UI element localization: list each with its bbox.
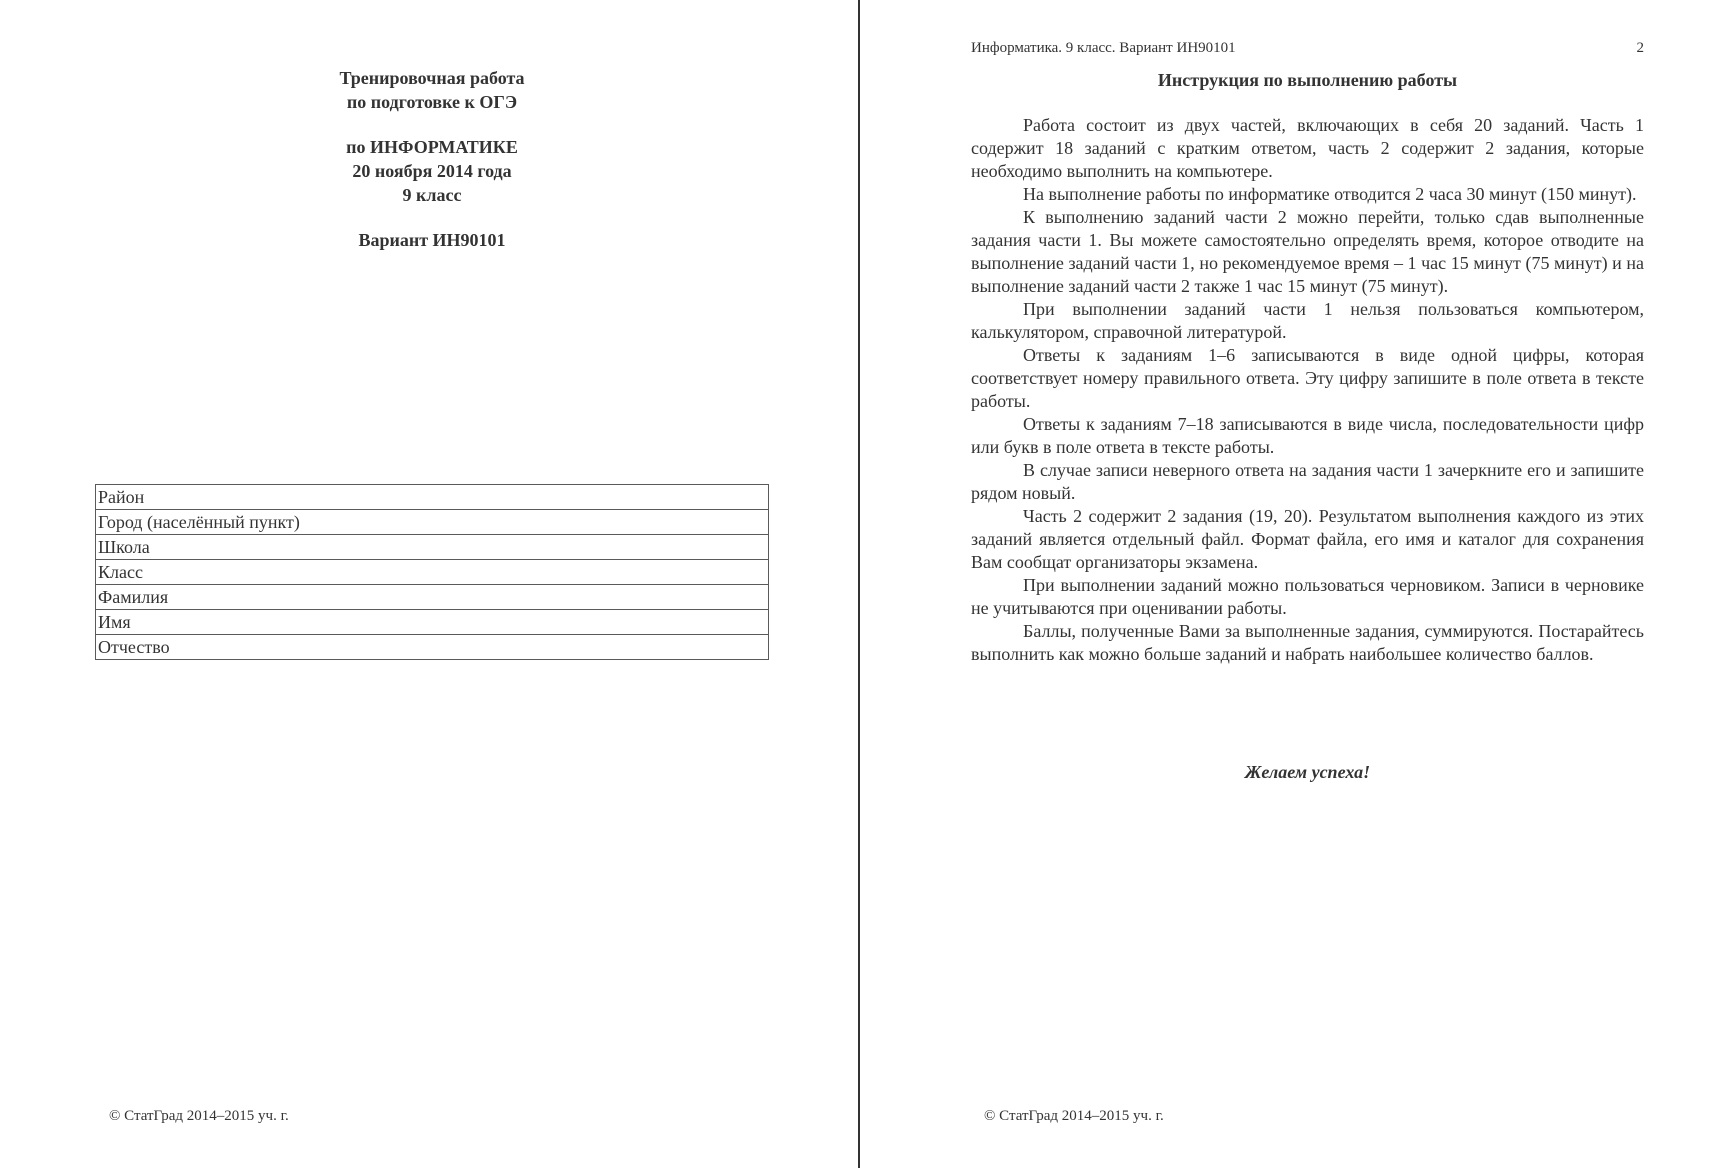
table-row <box>96 560 769 585</box>
variant-title: Вариант ИН90101 <box>358 230 506 250</box>
field-patronymic[interactable]: Отчество <box>96 635 769 660</box>
page-header <box>971 40 1644 57</box>
title-line: 20 ноября 2014 года <box>352 161 512 181</box>
page-number: 2 <box>1636 40 1644 56</box>
header-title: Информатика. 9 класс. Вариант ИН90101 <box>971 40 1236 56</box>
table-row <box>96 510 769 535</box>
table-row <box>96 610 769 635</box>
student-info-table <box>95 484 769 660</box>
title-line: Тренировочная работа <box>339 68 525 88</box>
right-footer: © СтатГрад 2014–2015 уч. г. <box>984 1108 1164 1124</box>
paragraph: На выполнение работы по информатике отводится 2 часа 30 минут (150 минут). <box>1023 184 1637 204</box>
field-name[interactable]: Имя <box>96 610 769 635</box>
field-school[interactable]: Школа <box>96 535 769 560</box>
field-district[interactable]: Район <box>96 485 769 510</box>
cover-title <box>232 66 632 252</box>
paragraph: Баллы, полученные Вами за выполненные задания, суммируются. Постарайтесь выполнить как можно больше заданий и набрать наибольшее количество баллов. <box>971 621 1644 664</box>
table-row <box>96 485 769 510</box>
closing-wish: Желаем успеха! <box>1244 762 1371 782</box>
title-line: 9 класс <box>402 185 462 205</box>
page-divider <box>858 0 860 1168</box>
paragraph: К выполнению заданий части 2 можно перейти, только сдав выполненные задания части 1. Вы можете самостоятельно определять время, которое отводите на выполнение заданий части 1, но рекомендуемое время – 1 час 15 минут (75 минут) и на выполнение заданий части 2 также 1 час 15 минут (75 минут). <box>971 207 1644 296</box>
paragraph: При выполнении заданий можно пользоваться черновиком. Записи в черновике не учитываются при оценивании работы. <box>971 575 1644 618</box>
paragraph: Работа состоит из двух частей, включающих в себя 20 заданий. Часть 1 содержит 18 заданий с кратким ответом, часть 2 содержит 2 задания, которые необходимо выполнить на компьютере. <box>971 115 1644 181</box>
table-row <box>96 585 769 610</box>
field-surname[interactable]: Фамилия <box>96 585 769 610</box>
field-class[interactable]: Класс <box>96 560 769 585</box>
instructions-title: Инструкция по выполнению работы <box>1157 70 1458 90</box>
title-line: по ИНФОРМАТИКЕ <box>346 137 518 157</box>
table-row <box>96 535 769 560</box>
title-line: по подготовке к ОГЭ <box>346 92 518 112</box>
paragraph: Ответы к заданиям 1–6 записываются в виде одной цифры, которая соответствует номеру правильного ответа. Эту цифру запишите в поле ответа в тексте работы. <box>971 345 1644 411</box>
field-city[interactable]: Город (населённый пункт) <box>96 510 769 535</box>
table-row <box>96 635 769 660</box>
paragraph: При выполнении заданий части 1 нельзя пользоваться компьютером, калькулятором, справочной литературой. <box>971 299 1644 342</box>
instructions-body <box>971 114 1644 666</box>
paragraph: Ответы к заданиям 7–18 записываются в виде числа, последовательности цифр или букв в поле ответа в тексте работы. <box>971 414 1644 457</box>
paragraph: В случае записи неверного ответа на задания части 1 зачеркните его и запишите рядом новый. <box>971 460 1644 503</box>
paragraph: Часть 2 содержит 2 задания (19, 20). Результатом выполнения каждого из этих заданий является отдельный файл. Формат файла, его имя и каталог для сохранения Вам сообщат организаторы экзамена. <box>971 506 1644 572</box>
left-footer: © СтатГрад 2014–2015 уч. г. <box>109 1108 289 1124</box>
